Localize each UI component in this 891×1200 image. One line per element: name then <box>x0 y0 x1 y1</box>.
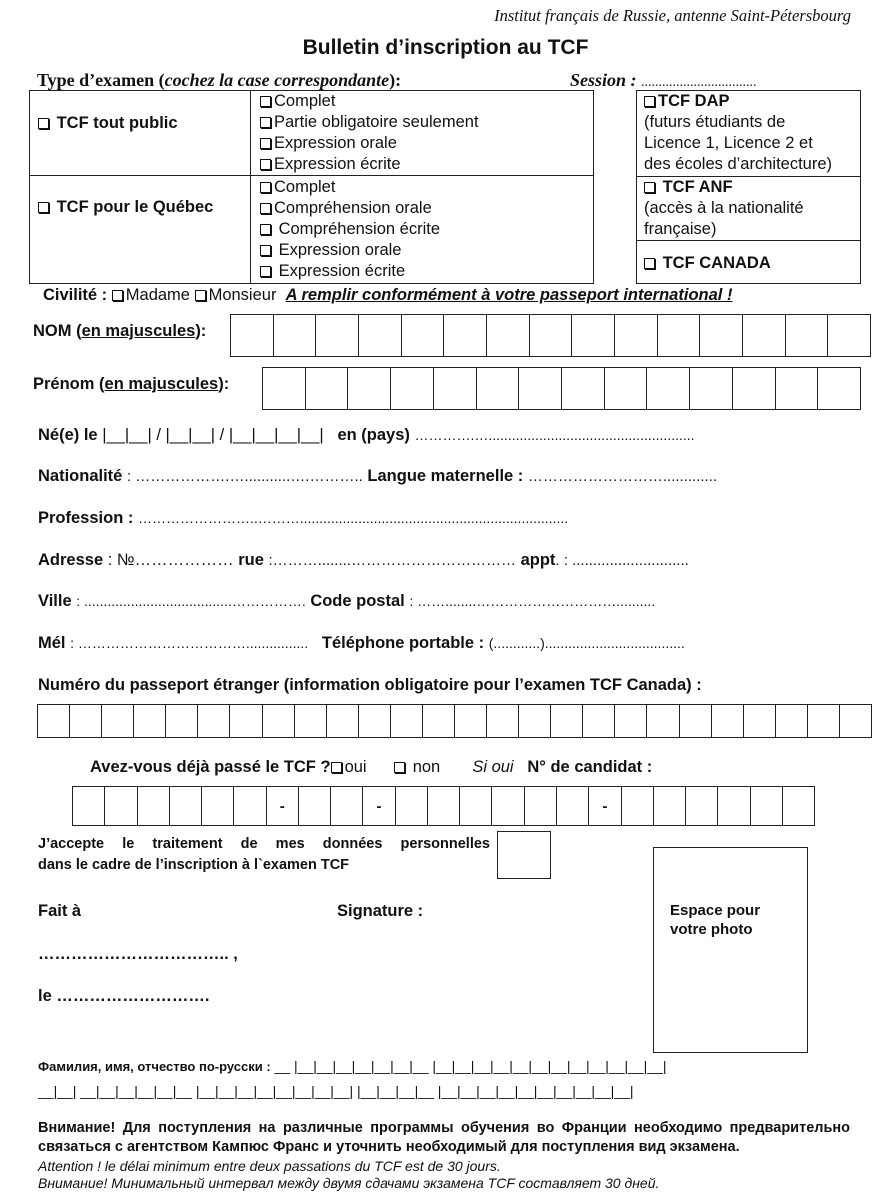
quebec-opt-comp-ecrite[interactable]: Compréhension écrite <box>260 219 440 240</box>
checkbox-icon <box>260 159 271 170</box>
tout-public-opt-orale[interactable]: Expression orale <box>260 133 397 154</box>
passport-grid[interactable] <box>37 704 872 738</box>
checkbox-icon <box>644 96 655 107</box>
checkbox-icon <box>644 182 655 193</box>
photo-label-2: votre photo <box>670 921 753 938</box>
exam-type-label: Type d’examen (cochez la case correspondante): <box>37 70 402 90</box>
quebec-opt-expr-ecrite[interactable]: Expression écrite <box>260 261 405 282</box>
checkbox-icon <box>394 762 405 773</box>
attention-fr: Attention ! le délai minimum entre deux passations du TCF est de 30 jours. <box>38 1158 501 1174</box>
mel-row[interactable]: Mél : ………………………………................ Téléphone portable : (............).................................... <box>38 634 685 652</box>
photo-box <box>653 847 808 1053</box>
checkbox-icon <box>644 258 655 269</box>
passport-label: Numéro du passeport étranger (information obligatoire pour l’examen TCF Canada) : <box>38 676 702 694</box>
passport-note: A remplir conformément à votre passeport international ! <box>285 286 733 304</box>
checkbox-icon <box>195 290 206 301</box>
canada-checkbox[interactable]: TCF CANADA <box>644 253 771 274</box>
institute-name: Institut français de Russie, antenne Saint-Pétersbourg <box>494 6 851 25</box>
consent-checkbox[interactable] <box>497 831 551 879</box>
checkbox-icon <box>260 138 271 149</box>
checkbox-icon <box>38 202 49 213</box>
russian-name-row-1[interactable]: Фамилия, имя, отчество по-русски : __ |__|__|__|__|__|__|__ |__|__|__|__|__|__|__|__|__|__|__|__| <box>38 1058 667 1074</box>
anf-checkbox[interactable]: TCF ANF <box>644 177 733 198</box>
civilite-row: Civilité : Madame Monsieur A remplir conformément à votre passeport international ! <box>43 286 733 304</box>
checkbox-icon <box>260 224 271 235</box>
profession-row[interactable]: Profession : ……………………..………..................................................................... <box>38 509 569 527</box>
place-field[interactable]: …………………………….. , <box>38 945 238 963</box>
candidate-number-grid[interactable]: - - - <box>72 786 815 826</box>
ville-row[interactable]: Ville : ......................................……………. Code postal : ……........………………………….......... <box>38 592 656 610</box>
nom-grid[interactable] <box>230 314 871 357</box>
dap-desc-2: Licence 1, Licence 2 et <box>644 134 813 152</box>
monsieur-checkbox[interactable]: Monsieur <box>195 286 277 304</box>
checkbox-icon <box>331 762 342 773</box>
dap-desc-1: (futurs étudiants de <box>644 113 786 131</box>
page-title: Bulletin d’inscription au TCF <box>302 36 589 59</box>
attention-ru: Внимание! Минимальный интервал между двумя сдачами экзамена TCF составляет 30 дней. <box>38 1175 660 1191</box>
warning-ru-1: Внимание! Для поступления на различные программы обучения во Франции необходимо предварительно <box>38 1120 850 1136</box>
checkbox-icon <box>260 266 271 277</box>
quebec-opt-expr-orale[interactable]: Expression orale <box>260 240 401 261</box>
tout-public-opt-complet[interactable]: Complet <box>260 91 335 112</box>
checkbox-icon <box>260 203 271 214</box>
photo-label-1: Espace pour <box>670 902 761 919</box>
adresse-row[interactable]: Adresse : №……………… rue :………........…………………………… appt. : ............................ <box>38 551 689 569</box>
birth-row[interactable]: Né(e) le |__|__| / |__|__| / |__|__|__|__| en (pays) ………….…..................................................... <box>38 426 695 444</box>
fait-a-label: Fait à <box>38 902 82 920</box>
quebec-checkbox[interactable]: TCF pour le Québec <box>38 198 213 217</box>
session-field[interactable]: Session : ................................. <box>570 70 757 90</box>
prenom-label: Prénom (en majuscules): <box>33 375 230 393</box>
quebec-cell <box>29 175 251 284</box>
consent-line-1: J’accepte le traitement de mes données personnelles <box>38 836 490 852</box>
consent-line-2: dans le cadre de l’inscription à l`examen TCF <box>38 857 350 873</box>
previous-tcf-row: Avez-vous déjà passé le TCF ? oui non Si oui N° de candidat : <box>90 758 653 776</box>
oui-checkbox[interactable]: oui <box>331 758 367 776</box>
warning-ru-2: связаться с агентством Кампюс Франс и уточнить необходимый для поступления вид экзамена. <box>38 1139 740 1155</box>
checkbox-icon <box>260 182 271 193</box>
tout-public-opt-ecrite[interactable]: Expression écrite <box>260 154 401 175</box>
checkbox-icon <box>112 290 123 301</box>
prenom-grid[interactable] <box>262 367 861 410</box>
quebec-opt-complet[interactable]: Complet <box>260 177 335 198</box>
checkbox-icon <box>260 117 271 128</box>
checkbox-icon <box>260 96 271 107</box>
checkbox-icon <box>260 245 271 256</box>
anf-desc-2: française) <box>644 220 717 238</box>
date-field[interactable]: le ………………………. <box>38 987 210 1005</box>
nom-label: NOM (en majuscules): <box>33 322 207 340</box>
non-checkbox[interactable]: non <box>394 758 440 776</box>
checkbox-icon <box>38 118 49 129</box>
nationalite-row[interactable]: Nationalité : ……………….…...........….……….. Langue maternelle : ………………………............. <box>38 467 718 485</box>
anf-desc-1: (accès à la nationalité <box>644 199 804 217</box>
dap-desc-3: des écoles d’architecture) <box>644 155 833 173</box>
signature-label: Signature : <box>337 902 424 920</box>
tout-public-checkbox[interactable]: TCF tout public <box>38 114 178 133</box>
quebec-opt-comp-orale[interactable]: Compréhension orale <box>260 198 432 219</box>
tout-public-opt-partie[interactable]: Partie obligatoire seulement <box>260 112 479 133</box>
madame-checkbox[interactable]: Madame <box>112 286 190 304</box>
russian-name-row-2[interactable]: __|__| __|__|__|__|__|__ |__|__|__|__|__|__|__|__| |__|__|__|__ |__|__|__|__|__|__|__|__|__|__| <box>38 1083 634 1099</box>
dap-checkbox[interactable]: TCF DAP <box>644 91 730 112</box>
tout-public-cell <box>29 90 251 176</box>
